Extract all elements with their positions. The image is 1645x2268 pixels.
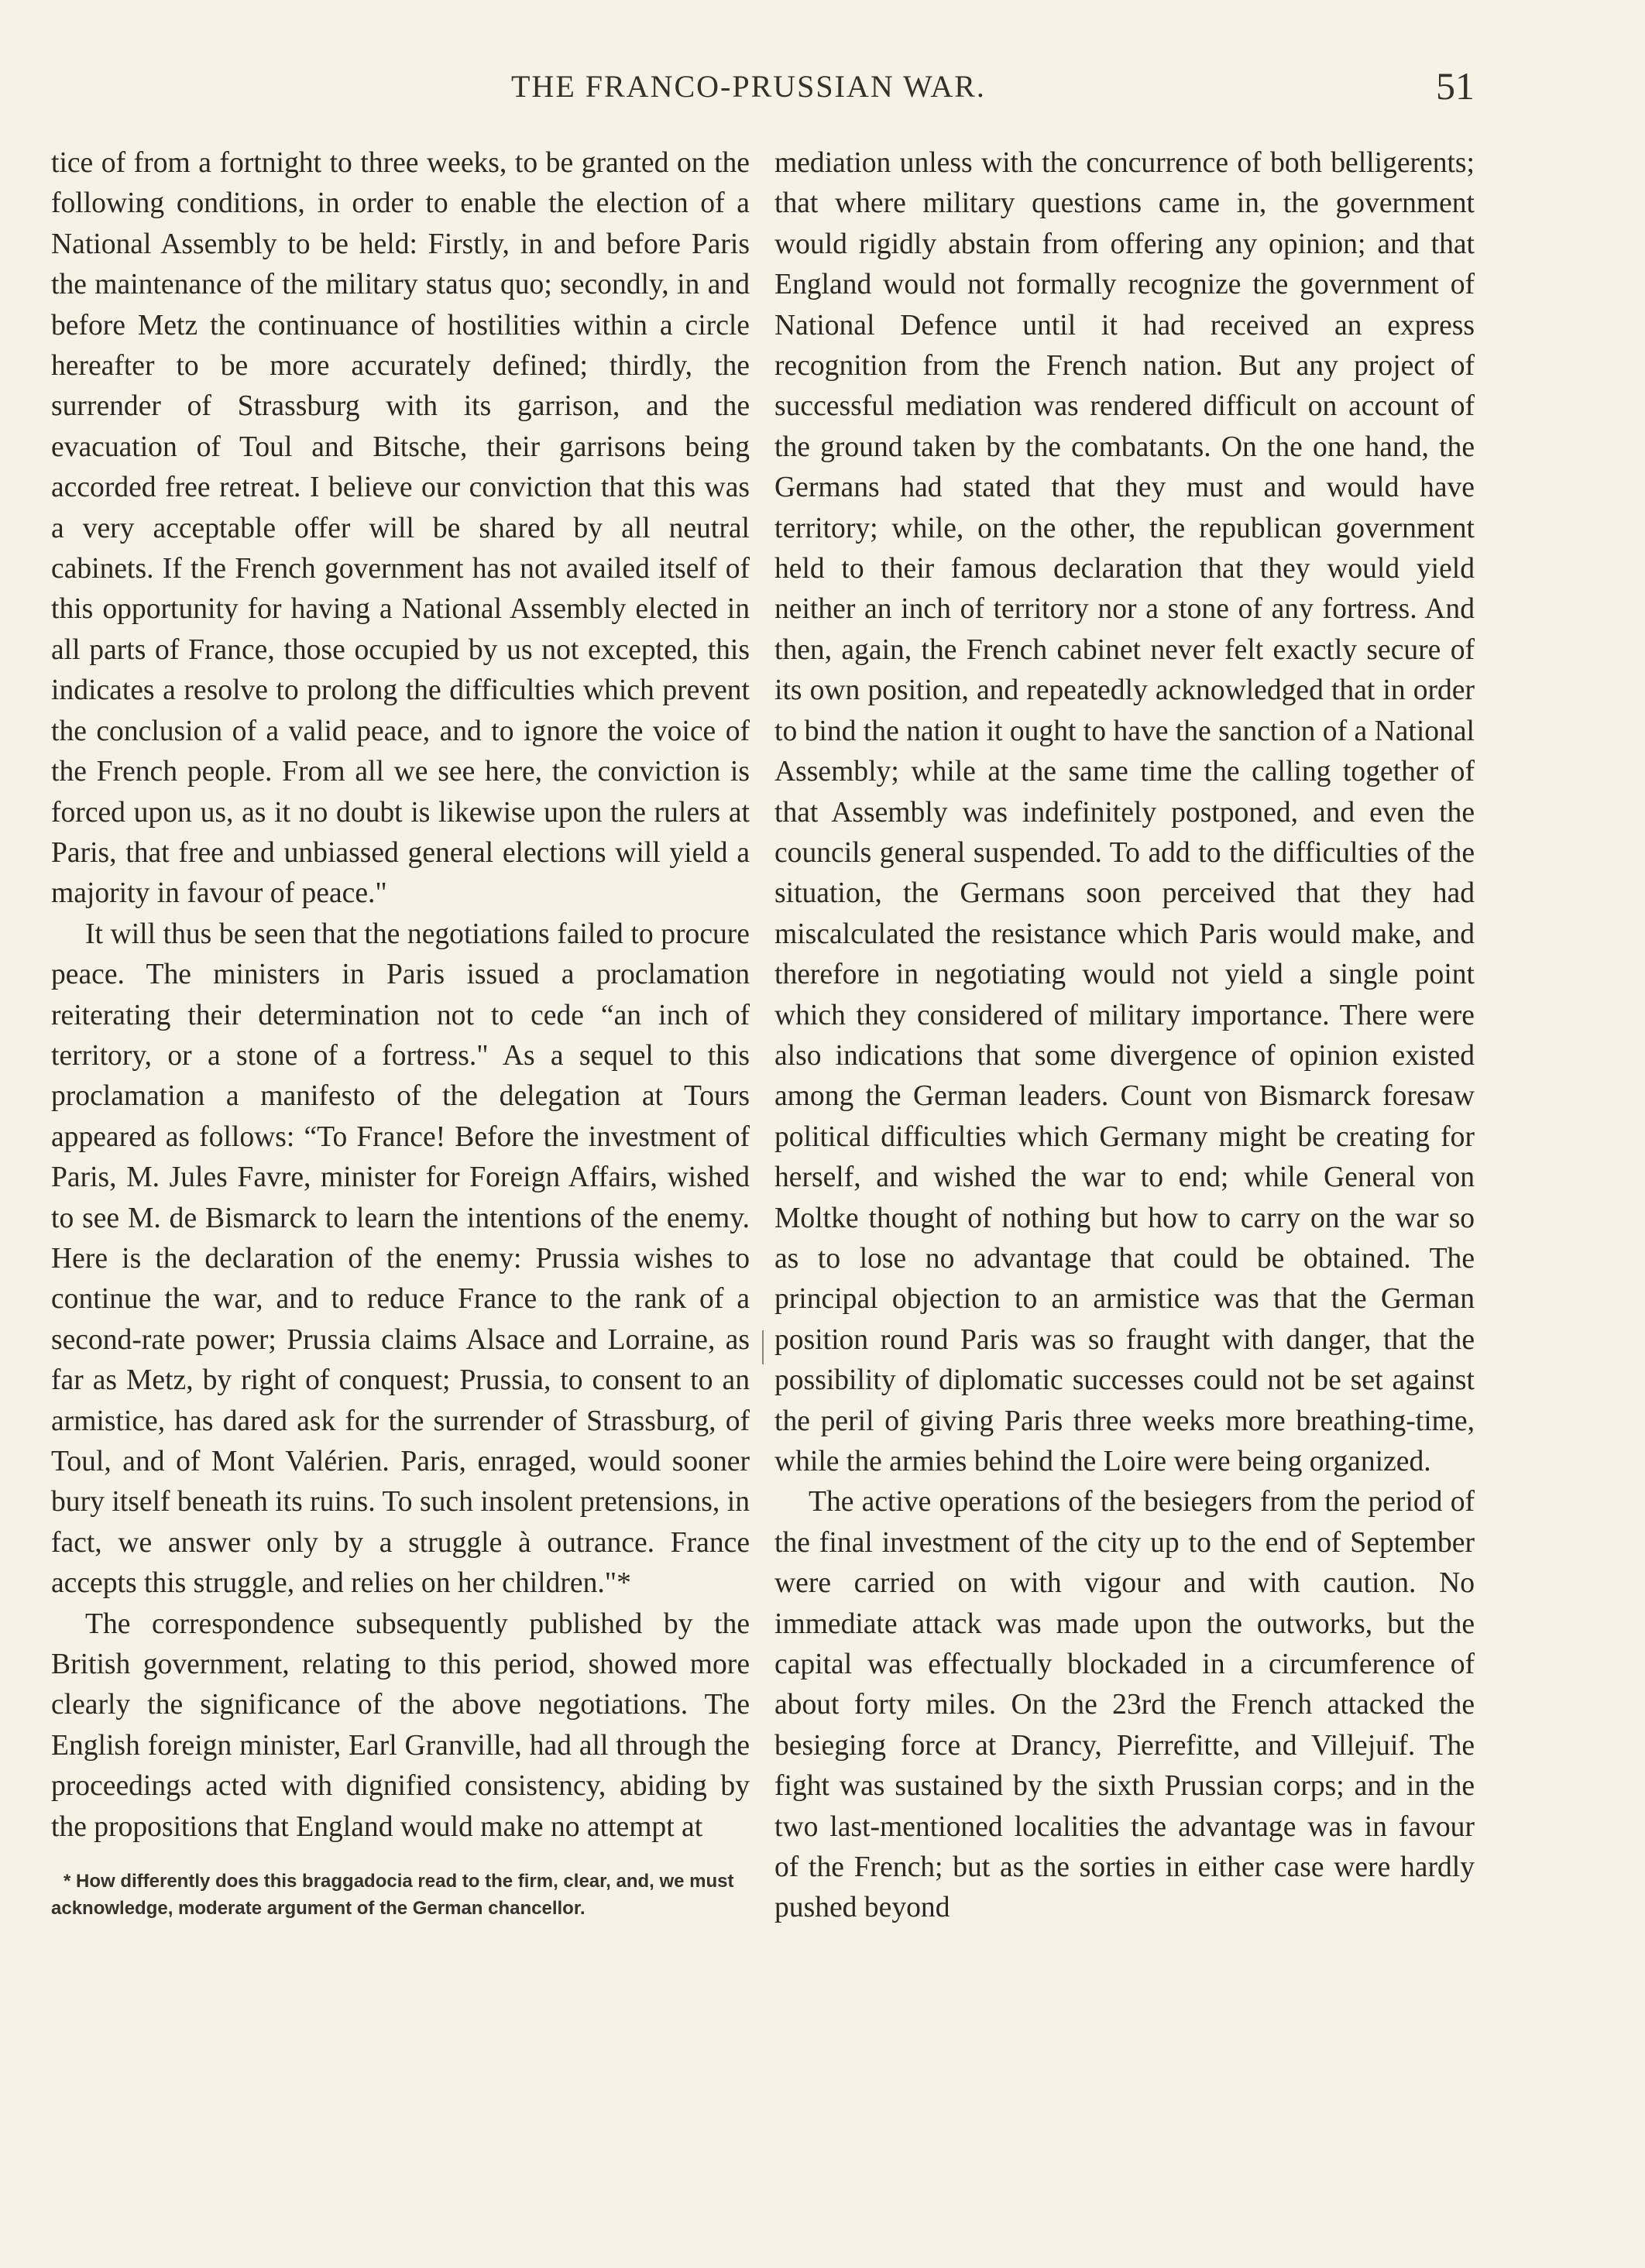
paragraph-armistice-terms: tice of from a fortnight to three weeks, to be granted on the following conditions, in order to enable the election of a National Assembly to be held: Firstly, in and before Paris the maintenance of the military status quo; secondly, in and before Metz the continuance of hostilities within a circle hereafter to be more accurately defined; thirdly, the surrender of Strassburg with its garrison, and the evacuation of Toul and Bitsche, their garrisons being accorded free retreat. I believe our conviction that this was a very acceptable offer will be shared by all neutral cabinets. If the French government has not availed itself of this opportunity for having a National Assembly elected in all parts of France, those occupied by us not excepted, this indicates a resolve to prolong the difficulties which prevent the conclusion of a valid peace, and to ignore the voice of the French people. From all we see here, the conviction is forced upon us, as it no doubt is likewise upon the rulers at Paris, that free and unbiassed general elections will yield a majority in favour of peace."	[51, 147, 750, 910]
footnote: * How differently does this braggadocia read to the firm, clear, and, we must acknowledge, moderate argument of the German chancellor.	[51, 1871, 734, 1920]
running-head	[0, 64, 1645, 115]
page-number: 51	[1436, 64, 1475, 108]
paragraph-british-correspondence: The correspondence subsequently published by the British government, relating to this period, showed more clearly the significance of the above negotiations. The English foreign minister, Earl Granville, had all through the proceedings acted with dignified consistency, abiding by the propositions that England would make no attempt at	[51, 1608, 750, 1843]
right-column	[774, 143, 1475, 1929]
paragraph-mediation: mediation unless with the concurrence of both belligerents; that where military questions came in, the government would rigidly abstain from offering any opinion; and that England would not formally recognize the government of National Defence until it had received an express recognition from the French nation. But any project of successful mediation was rendered difficult on account of the ground taken by the combatants. On the one hand, the Germans had stated that they must and would have territory; while, on the other, the republican government held to their famous declaration that they would yield neither an inch of territory nor a stone of any fortress. And then, again, the French cabinet never felt exactly secure of its own position, and repeatedly acknowledged that in order to bind the nation it ought to have the sanction of a National Assembly; while at the same time the calling together of that Assembly was indefinitely postponed, and even the councils general suspended. To add to the difficulties of the situation, the Germans soon perceived that they had miscalculated the resistance which Paris would make, and therefore in negotiating would not yield a single point which they considered of military importance. There were also indications that some divergence of opinion existed among the German leaders. Count von Bismarck foresaw political difficulties which Germany might be creating for herself, and wished the war to end; while General von Moltke thought of nothing but how to carry on the war so as to lose no advantage that could be obtained. The principal objection to an armistice was that the German position round Paris was so fraught with danger, that the possibility of diplomatic successes could not be set against the peril of giving Paris three weeks more breathing-time, while the armies behind the Loire were being organized.	[774, 147, 1475, 1477]
paragraph-active-operations: The active operations of the besiegers from the period of the final investment of the city up to the end of September were carried on with vigour and with caution. No immediate attack was made upon the outworks, but the capital was effectually blockaded in a circumference of about forty miles. On the 23rd the French attacked the besieging force at Drancy, Pierrefitte, and Villejuif. The fight was sustained by the sixth Prussian corps; and in the two last-mentioned localities the advantage was in favour of the French; but as the sorties in either case were hardly pushed beyond	[774, 1486, 1475, 1924]
running-title: THE FRANCO-PRUSSIAN WAR.	[511, 69, 986, 104]
paragraph-negotiations-failed: It will thus be seen that the negotiations failed to procure peace. The ministers in Paris issued a proclamation reiterating their determination not to cede “an inch of territory, or a stone of a fortress." As a sequel to this proclamation a manifesto of the delegation at Tours appeared as follows: “To France! Before the investment of Paris, M. Jules Favre, minister for Foreign Affairs, wished to see M. de Bismarck to learn the intentions of the enemy. Here is the declaration of the enemy: Prussia wishes to continue the war, and to reduce France to the rank of a second-rate power; Prussia claims Alsace and Lorraine, as far as Metz, by right of conquest; Prussia, to consent to an armistice, has dared ask for the surrender of Strassburg, of Toul, and of Mont Valérien. Paris, enraged, would sooner bury itself beneath its ruins. To such insolent pretensions, in fact, we answer only by a struggle à outrance. France accepts this struggle, and relies on her children."*	[51, 918, 750, 1600]
left-column	[51, 143, 750, 1922]
column-divider	[762, 1330, 764, 1364]
